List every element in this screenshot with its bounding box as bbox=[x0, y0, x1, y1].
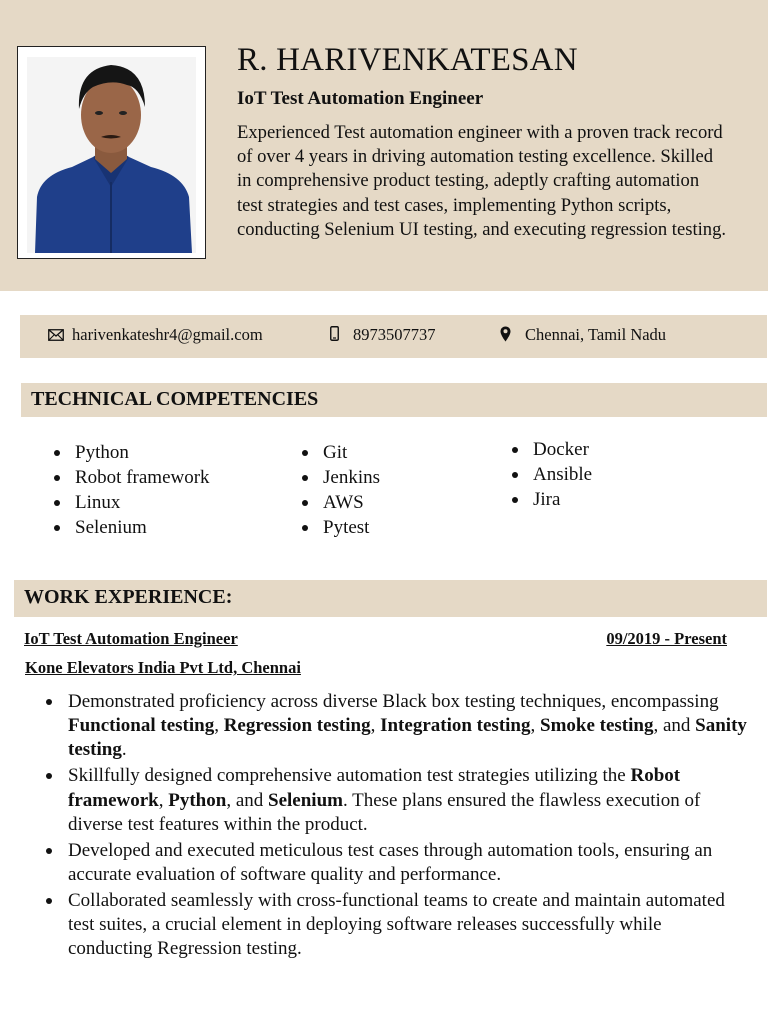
bullet-text: Developed and executed meticulous test cases through automation tools, ensuring an accurate evaluation of software quality and performance. bbox=[68, 839, 713, 886]
bullet-text: , and bbox=[226, 789, 269, 811]
contact-phone[interactable] bbox=[330, 325, 436, 346]
bold-term: Python bbox=[168, 789, 227, 811]
contact-bar bbox=[20, 315, 767, 358]
envelope-icon bbox=[48, 326, 64, 346]
job-company: Kone Elevators India Pvt Ltd, Chennai bbox=[25, 658, 301, 677]
bullet-text: Demonstrated proficiency across diverse Black box testing techniques, encompassing bbox=[68, 691, 719, 712]
bullet-text: , bbox=[530, 715, 540, 737]
experience-bullet-2 bbox=[44, 764, 749, 837]
skills-column-1 bbox=[54, 440, 210, 540]
experience-heading-bar bbox=[14, 580, 767, 617]
skill-item: Selenium bbox=[54, 515, 210, 540]
candidate-role: IoT Test Automation Engineer bbox=[237, 88, 484, 109]
experience-bullet-3 bbox=[44, 839, 749, 887]
skill-item: Docker bbox=[512, 437, 592, 462]
skill-item: Robot framework bbox=[54, 465, 210, 490]
skill-item: Python bbox=[54, 440, 210, 465]
skill-item: Jenkins bbox=[302, 465, 380, 490]
skills-column-3 bbox=[512, 437, 592, 512]
skill-item: Git bbox=[302, 440, 380, 465]
bold-term: Selenium bbox=[268, 789, 343, 811]
location-text: Chennai, Tamil Nadu bbox=[525, 325, 667, 344]
bullet-text: , bbox=[370, 715, 381, 737]
profile-summary: Experienced Test automation engineer with a proven track record of over 4 years in driving automation testing excellence. Skilled in comprehensive product testing, adeptly crafting automation test strategies and test cases, implementing Python scripts, conducting Selenium UI testing, and executing regression testing. bbox=[237, 122, 727, 240]
bold-term: Functional testing bbox=[68, 715, 215, 737]
bullet-text: Collaborated seamlessly with cross-functional teams to create and maintain automated test suites, a crucial element in deploying software releases successfully while conducting Regression testing. bbox=[68, 890, 725, 960]
experience-bullets bbox=[44, 690, 749, 963]
bold-term: Sanity testing bbox=[68, 715, 747, 761]
header-band bbox=[0, 0, 768, 291]
skill-item: AWS bbox=[302, 490, 380, 515]
skills-heading: TECHNICAL COMPETENCIES bbox=[31, 388, 319, 410]
contact-email[interactable] bbox=[48, 325, 263, 346]
candidate-name: R. HARIVENKATESAN bbox=[237, 42, 578, 78]
phone-icon bbox=[330, 326, 339, 346]
bullet-text: Skillfully designed comprehensive automation test strategies utilizing the bbox=[68, 765, 631, 787]
job-dates: 09/2019 - Present bbox=[606, 629, 727, 648]
skills-column-2 bbox=[302, 440, 380, 540]
map-pin-icon bbox=[500, 326, 511, 347]
skill-item: Jira bbox=[512, 487, 592, 512]
skill-item: Linux bbox=[54, 490, 210, 515]
bullet-text: , bbox=[158, 789, 169, 811]
bullet-text: . These plans ensured the flawless execution of diverse test features within the product. bbox=[68, 789, 701, 835]
bold-term: Robot framework bbox=[68, 765, 681, 811]
bullet-text: , and bbox=[653, 715, 696, 737]
experience-bullet-4 bbox=[44, 889, 749, 962]
experience-bullet-1 bbox=[44, 690, 749, 763]
contact-location bbox=[500, 325, 666, 347]
job-title: IoT Test Automation Engineer bbox=[24, 629, 238, 648]
profile-photo bbox=[27, 57, 196, 253]
skill-item: Pytest bbox=[302, 515, 380, 540]
bold-term: Smoke testing bbox=[540, 715, 654, 737]
experience-heading: WORK EXPERIENCE: bbox=[24, 586, 233, 608]
skills-heading-bar bbox=[21, 383, 767, 417]
bullet-text: . bbox=[121, 739, 127, 761]
bold-term: Integration testing bbox=[380, 715, 531, 737]
bullet-text: , bbox=[214, 715, 224, 737]
skill-item: Ansible bbox=[512, 462, 592, 487]
email-text: harivenkateshr4@gmail.com bbox=[72, 325, 263, 344]
bold-term: Regression testing bbox=[223, 715, 371, 737]
profile-photo-frame bbox=[17, 46, 206, 259]
phone-text: 8973507737 bbox=[353, 325, 436, 344]
